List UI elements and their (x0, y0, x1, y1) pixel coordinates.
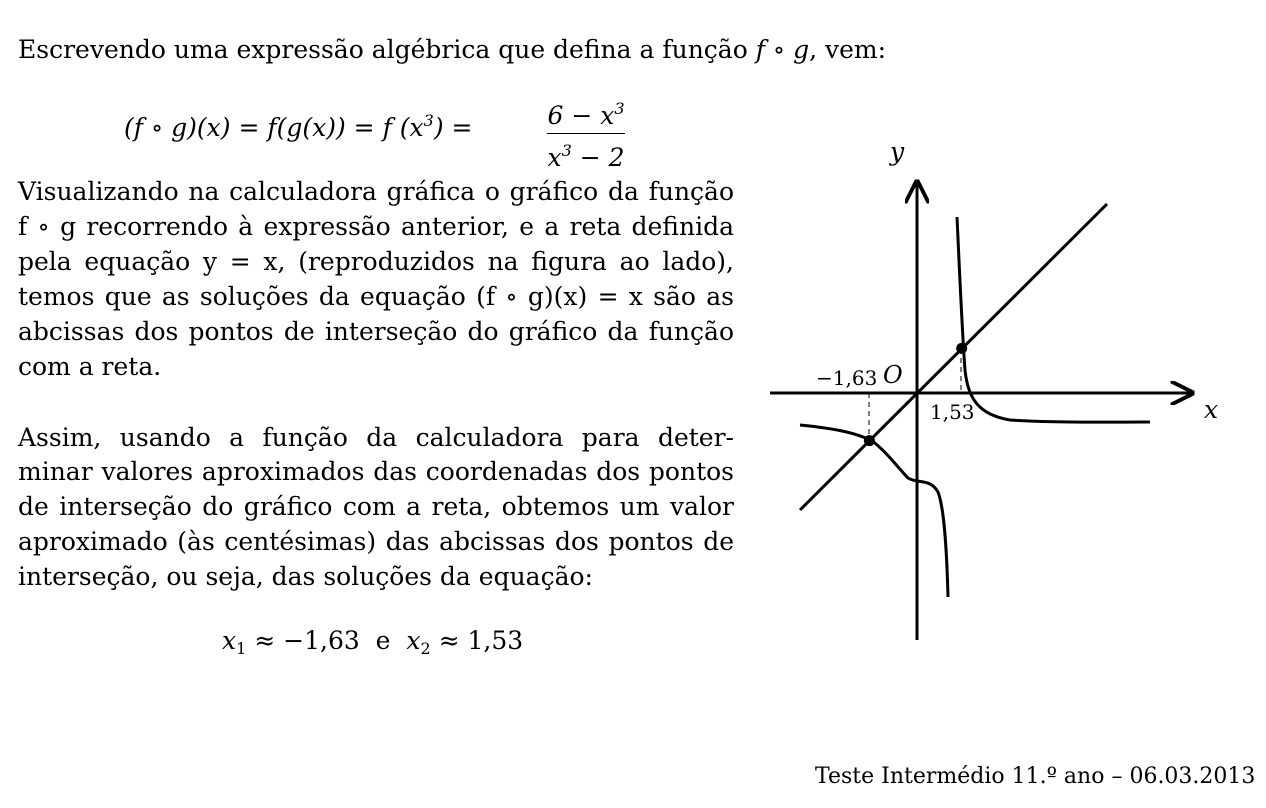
p1-line-5: abcissas dos pontos de interseção do gráfico da função (18, 317, 734, 346)
line-y-equals-x (800, 204, 1107, 510)
intersection-point-2 (956, 343, 967, 354)
curve-left-branch (800, 425, 948, 597)
fraction-numerator: $6 - x^3$ (547, 99, 625, 130)
p1-line-3: pela equação y = x, (reproduzidos na figura ao lado), (18, 247, 734, 276)
composition-exp: 3 (423, 111, 434, 130)
y-axis-label: y (890, 137, 905, 166)
curve-right-branch (957, 217, 1150, 422)
intro-fog: f ∘ g (755, 35, 810, 64)
x2-value: ≈ 1,53 (430, 626, 524, 655)
x-axis-label: x (1204, 395, 1219, 424)
p2-line-4: aproximado (às centésimas) das abcissas dos pontos de (18, 527, 734, 556)
composition-lhs: (f ∘ g)(x) = f(g(x)) = f (x (124, 113, 424, 142)
p1-line-6: com a reta. (18, 352, 162, 381)
fraction-denominator: $x^3 - 2$ (547, 141, 625, 172)
p2-line-5: interseção, ou seja, das soluções da equação: (18, 562, 593, 591)
p1-line-2: f ∘ g recorrendo à expressão anterior, e a reta definida (18, 212, 734, 241)
footer-source: Teste Intermédio 11.º ano – 06.03.2013 (815, 764, 1256, 789)
intro-text: Escrevendo uma expressão algébrica que defina a função (18, 35, 748, 64)
intro-suffix: , vem: (809, 35, 887, 64)
p2-line-3: de interseção do gráfico com a reta, obtemos um valor (18, 492, 734, 521)
intersection-point-1 (864, 435, 875, 446)
composition-close: ) = (433, 113, 473, 142)
x1-var: x (222, 626, 237, 655)
point2-label: 1,53 (930, 400, 975, 424)
x2-var: x (406, 626, 421, 655)
x1-sub: 1 (236, 639, 247, 658)
point1-label: −1,63 (816, 366, 878, 390)
p2-line-2: minar valores aproximados das coordenadas dos pontos (18, 457, 734, 486)
x1-value: ≈ −1,63 e (246, 626, 407, 655)
x2-sub: 2 (420, 639, 431, 658)
p1-line-1: Visualizando na calculadora gráfica o gráfico da função (18, 177, 734, 206)
origin-label: O (883, 361, 903, 389)
p1-line-4: temos que as soluções da equação (f ∘ g)(x) = x são as (18, 282, 734, 311)
p2-line-1: Assim, usando a função da calculadora para deter- (18, 423, 734, 452)
